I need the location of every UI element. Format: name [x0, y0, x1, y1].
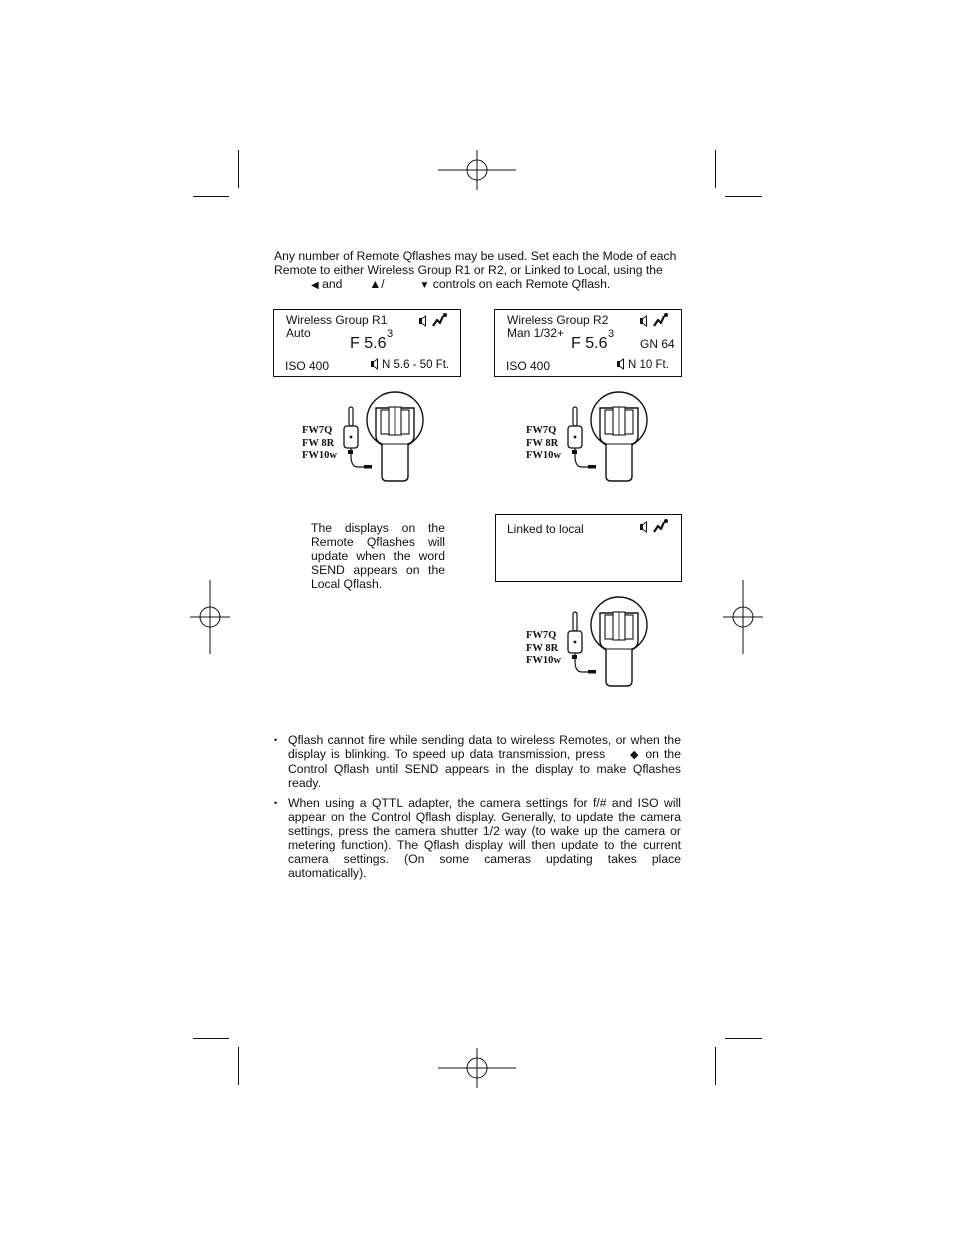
wireless-signal-icon [432, 312, 448, 328]
display-gn: GN 64 [640, 337, 675, 351]
display-range: N 10 Ft. [628, 359, 669, 371]
model-label: FW7Q [302, 425, 333, 436]
left-arrow-icon: ◀ [311, 280, 319, 291]
wireless-signal-icon [653, 518, 669, 534]
wireless-signal-icon [653, 312, 669, 328]
lcd-display-linked [495, 514, 682, 582]
up-arrow-icon: ▲/ [369, 277, 385, 291]
lcd-display-r1 [273, 309, 461, 377]
model-labels [526, 630, 561, 668]
bullet-text: When using a QTTL adapter, the camera settings for f/# and ISO will appear on the Control Qflash display. Generally, to update the camera settings, press the camera shutter 1/2 way (to wake up the camera or metering function). The Qflash display will then update to the current camera settings. (On some cameras updating takes place automatically). [288, 796, 681, 880]
crop-mark [238, 150, 239, 188]
crop-mark [193, 1038, 229, 1039]
display-mode: Wireless Group R2 [507, 313, 609, 327]
crop-mark [715, 150, 716, 188]
registration-mark-icon [438, 150, 516, 190]
display-mode: Linked to local [507, 522, 584, 536]
speaker-icon [639, 521, 648, 533]
display-mode: Wireless Group R1 [286, 313, 388, 327]
model-label: FW 8R [526, 642, 559, 654]
crop-mark [193, 196, 229, 197]
flash-head-icon [564, 390, 654, 485]
flash-illustration [524, 390, 654, 485]
registration-mark-icon [190, 580, 230, 654]
crop-mark [725, 1038, 762, 1039]
bullet-item [274, 796, 681, 880]
display-aperture: F 5.6 [571, 335, 608, 352]
intro-line: Remote to either Wireless Group R1 or R2, or Linked to Local, using the [274, 263, 663, 277]
model-label: FW10w [302, 450, 337, 461]
display-aperture: F 5.6 [350, 335, 387, 352]
display-range: N 5.6 - 50 Ft. [382, 359, 450, 371]
registration-mark-icon [723, 580, 763, 654]
display-iso: ISO 400 [285, 359, 330, 373]
display-iso: ISO 400 [506, 359, 551, 373]
registration-mark-icon [438, 1048, 516, 1088]
bullet-dot: • [274, 798, 278, 808]
model-label: FW10w [526, 655, 561, 666]
flash-head-icon [340, 390, 430, 485]
bullet-text-part: Qflash cannot fire while sending data to wireless Remotes, or when the display is blinking. To speed up data transmission, press [288, 733, 681, 761]
model-label: FW10w [526, 450, 561, 461]
model-label: FW 8R [302, 437, 335, 449]
bullet-text-part: on the Control Qflash until SEND appears in the display to make Qflashes ready. [288, 747, 681, 790]
model-label: FW7Q [526, 630, 557, 641]
range-icon [369, 357, 379, 371]
display-superscript: 3 [387, 328, 394, 340]
intro-tail: controls on each Remote Qflash. [432, 277, 611, 291]
lcd-display-r2 [494, 309, 682, 377]
and-text: and [322, 277, 343, 291]
model-label: FW7Q [526, 425, 557, 436]
intro-line: Any number of Remote Qflashes may be used. Set each the Mode of each [274, 249, 677, 263]
diamond-button-icon: ◆ [628, 749, 641, 761]
intro-paragraph [274, 249, 681, 293]
bullet-item [274, 733, 681, 790]
model-labels [302, 425, 337, 463]
display-setting: Man 1/32+ [507, 326, 565, 340]
display-setting: Auto [286, 326, 311, 340]
crop-mark [725, 196, 762, 197]
crop-mark [715, 1047, 716, 1085]
display-superscript: 3 [608, 328, 615, 340]
side-note: The displays on the Remote Qflashes will update when the word SEND appears on the Local Qflash. [311, 521, 445, 591]
down-arrow-icon: ▼ [419, 280, 430, 291]
flash-illustration [300, 390, 430, 485]
bullet-dot: • [274, 735, 278, 745]
model-label: FW 8R [526, 437, 559, 449]
flash-illustration [524, 595, 654, 690]
model-labels [526, 425, 561, 463]
flash-head-icon [564, 595, 654, 690]
range-icon [615, 357, 625, 371]
intro-line [274, 277, 681, 293]
speaker-icon [418, 315, 427, 327]
bullet-text [288, 733, 681, 790]
crop-mark [238, 1047, 239, 1085]
speaker-icon [639, 315, 648, 327]
